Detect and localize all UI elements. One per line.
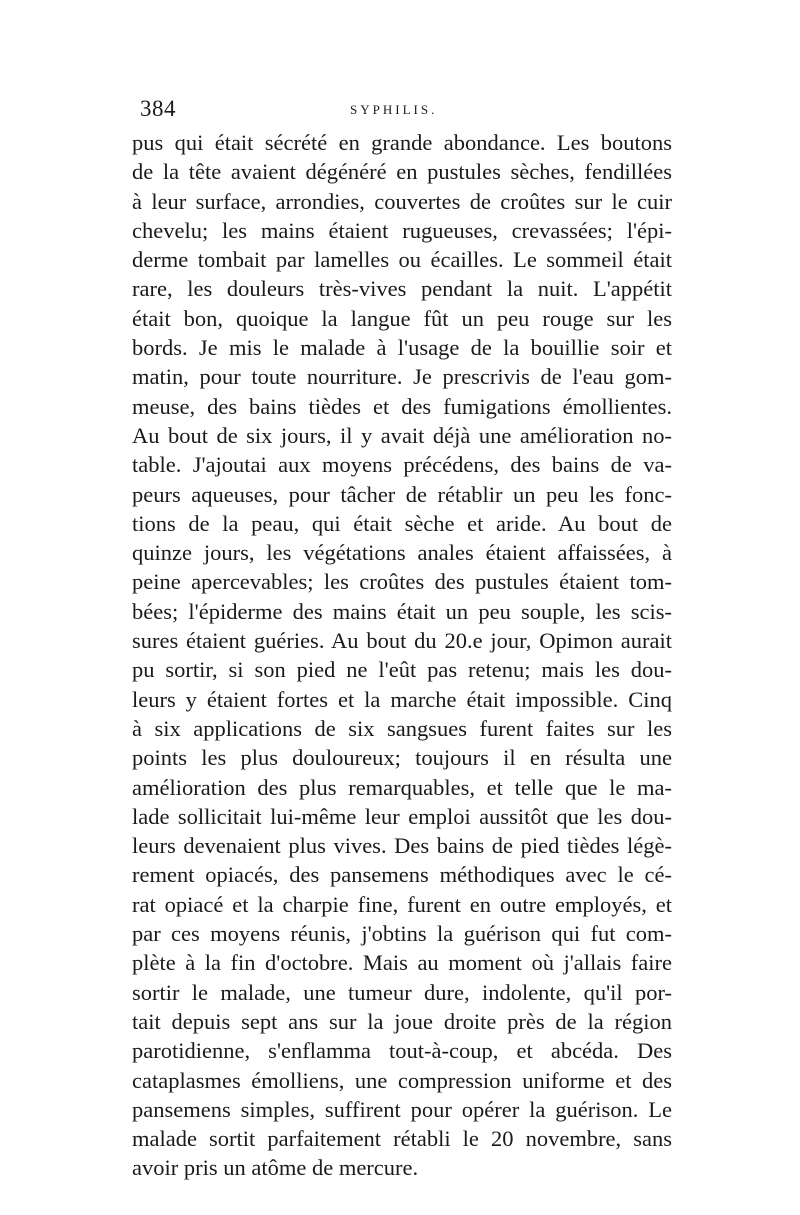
text-line: meuse, des bains tièdes et des fumigations émollientes. — [132, 393, 672, 419]
text-line: à six applications de six sangsues furent faites sur les — [132, 715, 672, 741]
text-line: points les plus douloureux; toujours il en résulta une — [132, 745, 672, 771]
text-line: table. J'ajoutai aux moyens précédens, des bains de va- — [132, 452, 672, 478]
text-line: bords. Je mis le malade à l'usage de la bouillie soir et — [132, 335, 672, 361]
page-header — [140, 96, 676, 126]
text-line: chevelu; les mains étaient rugueuses, crevassées; l'épi- — [132, 217, 672, 243]
text-line: amélioration des plus remarquables, et telle que le ma- — [132, 774, 672, 800]
page-number: 384 — [140, 96, 176, 121]
text-line: malade sortit parfaitement rétabli le 20 novembre, sans — [132, 1126, 672, 1152]
text-line-last: avoir pris un atôme de mercure. — [132, 1155, 419, 1181]
running-title: SYPHILIS. — [350, 102, 438, 117]
text-line: tait depuis sept ans sur la joue droite près de la région — [132, 1008, 672, 1034]
text-line: de la tête avaient dégénéré en pustules sèches, fendillées — [132, 159, 672, 185]
text-line: sures étaient guéries. Au bout du 20.e jour, Opimon aurait — [132, 628, 672, 654]
text-line: pus qui était sécrété en grande abondance. Les boutons — [132, 130, 672, 155]
text-line: bées; l'épiderme des mains était un peu souple, les scis- — [132, 598, 672, 624]
text-line: sortir le malade, une tumeur dure, indolente, qu'il por- — [132, 979, 672, 1005]
text-line: par ces moyens réunis, j'obtins la guérison qui fut com- — [132, 921, 672, 947]
text-line: pansemens simples, suffirent pour opérer la guérison. Le — [132, 1096, 672, 1122]
text-line: rat opiacé et la charpie fine, furent en outre employés, et — [132, 891, 672, 917]
text-line: parotidienne, s'enflamma tout-à-coup, et abcéda. Des — [132, 1038, 672, 1064]
text-line: tions de la peau, qui était sèche et aride. Au bout de — [132, 510, 672, 536]
text-line: derme tombait par lamelles ou écailles. Le sommeil était — [132, 247, 672, 273]
text-line: Au bout de six jours, il y avait déjà une amélioration no- — [132, 422, 672, 448]
body-text — [132, 128, 672, 1183]
text-line: rement opiacés, des pansemens méthodiques avec le cé- — [132, 862, 672, 888]
text-line: lade sollicitait lui-même leur emploi aussitôt que les dou- — [132, 803, 672, 829]
text-line: plète à la fin d'octobre. Mais au moment où j'allais faire — [132, 950, 672, 976]
text-line: leurs y étaient fortes et la marche était impossible. Cinq — [132, 686, 672, 712]
text-line: pu sortir, si son pied ne l'eût pas retenu; mais les dou- — [132, 657, 672, 683]
text-line: cataplasmes émolliens, une compression uniforme et des — [132, 1067, 672, 1093]
text-line: leurs devenaient plus vives. Des bains de pied tièdes légè- — [132, 833, 672, 859]
text-line: matin, pour toute nourriture. Je prescrivis de l'eau gom- — [132, 364, 672, 390]
text-line: rare, les douleurs très-vives pendant la nuit. L'appétit — [132, 276, 672, 302]
text-line: peurs aqueuses, pour tâcher de rétablir un peu les fonc- — [132, 481, 672, 507]
text-line: peine apercevables; les croûtes des pustules étaient tom- — [132, 569, 672, 595]
text-line: à leur surface, arrondies, couvertes de croûtes sur le cuir — [132, 188, 672, 214]
text-line: était bon, quoique la langue fût un peu rouge sur les — [132, 305, 672, 331]
text-line: quinze jours, les végétations anales étaient affaissées, à — [132, 540, 672, 566]
